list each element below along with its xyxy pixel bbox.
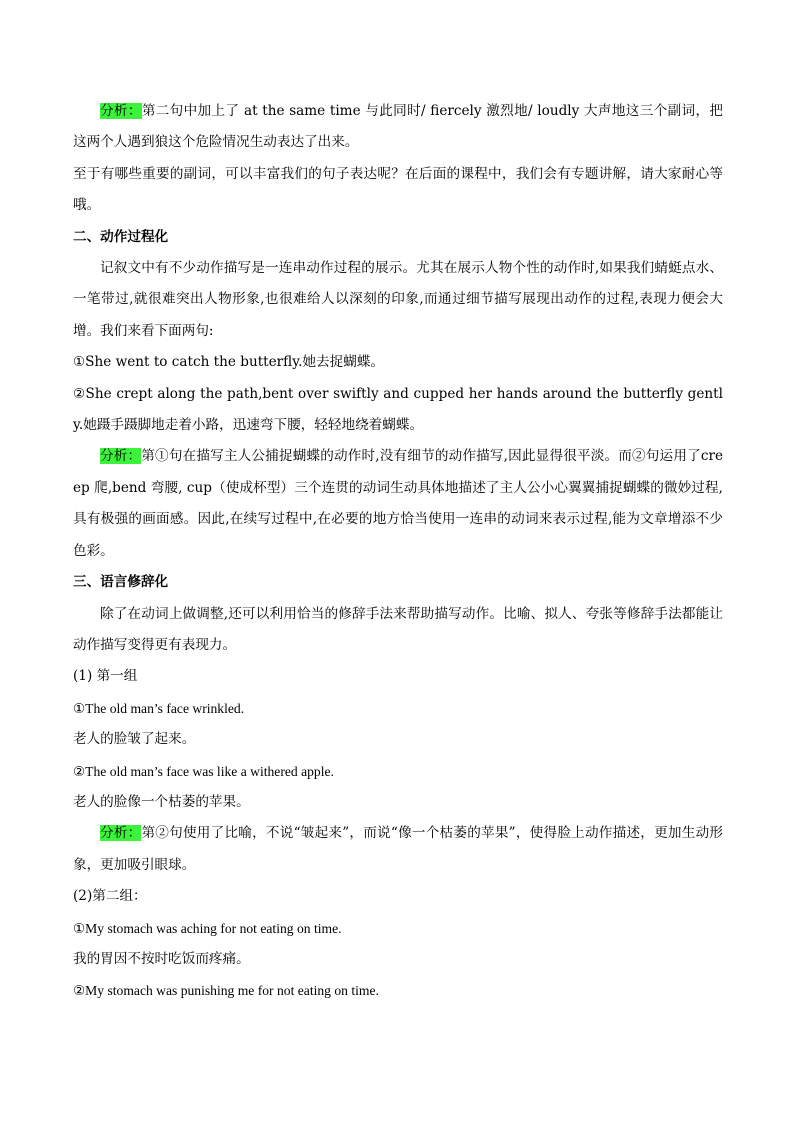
analysis-text: 第二句中加上了 at the same time 与此同时/ fiercely 激烈地/ loudly 大声地这三个副词，把这两个人遇到狼这个危险情况生动表达了出来。 xyxy=(73,103,723,151)
group-2-title: (2)第二组： xyxy=(73,888,147,905)
section-heading-rhetoric: 三、语言修辞化 xyxy=(73,574,169,591)
paragraph-rhetoric: 除了在动词上做调整,还可以利用恰当的修辞手法来帮助描写动作。比喻、拟人、夸张等修辞手法都能让动作描写变得更有表现力。 xyxy=(73,605,723,653)
example-sentence-2: ②She crept along the path,bent over swiftly and cupped her hands around the butterfly gently.她蹑手蹑脚地走着小路，迅速弯下腰，轻轻地绕着蝴蝶。 xyxy=(73,385,723,434)
group-1-english-1: ①The old man’s face wrinkled. xyxy=(73,700,245,716)
analysis-text: 第①句在描写主人公捕捉蝴蝶的动作时,没有细节的动作描写,因此显得很平淡。而②句运用了creep 爬,bend 弯腰, cup（使成杯型）三个连贯的动词生动具体地描述了主人公小心翼翼捕捉蝴蝶的微妙过程,具有极强的画面感。因此,在续写过程中,在必要的地方恰当使用一连串的动词来表示过程,能为文章增添不少色彩。 xyxy=(73,448,724,559)
analysis-paragraph-1 xyxy=(73,96,723,159)
group-1-title: (1) 第一组 xyxy=(73,668,138,685)
group-1-chinese-2: 老人的脸像一个枯萎的苹果。 xyxy=(73,793,250,810)
section-heading-action-process: 二、动作过程化 xyxy=(73,228,169,245)
paragraph-adverb-note: 至于有哪些重要的副词，可以丰富我们的句子表达呢？在后面的课程中，我们会有专题讲解，请大家耐心等哦。 xyxy=(73,165,723,214)
document-page xyxy=(73,96,723,1007)
example-sentence-1: ①She went to catch the butterfly.她去捉蝴蝶。 xyxy=(73,354,385,371)
analysis-paragraph-3 xyxy=(73,818,723,881)
group-1-english-2: ②The old man’s face was like a withered apple. xyxy=(73,763,334,779)
group-1-chinese-1: 老人的脸皱了起来。 xyxy=(73,731,196,748)
analysis-paragraph-2 xyxy=(73,441,723,567)
paragraph-action-process: 记叙文中有不少动作描写是一连串动作过程的展示。尤其在展示人物个性的动作时,如果我们蜻蜓点水、一笔带过,就很难突出人物形象,也很难给人以深刻的印象,而通过细节描写展现出动作的过程,表现力便会大增。我们来看下面两句: xyxy=(73,260,723,339)
group-2-chinese-1: 我的胃因不按时吃饭而疼痛。 xyxy=(73,950,250,967)
group-2-english-1: ①My stomach was aching for not eating on time. xyxy=(73,920,342,936)
analysis-label: 分析： xyxy=(100,103,142,119)
analysis-label: 分析： xyxy=(100,448,142,465)
group-2-english-2: ②My stomach was punishing me for not eating on time. xyxy=(73,983,379,999)
analysis-text: 第②句使用了比喻，不说“皱起来”，而说“像一个枯萎的苹果”，使得脸上动作描述，更加生动形象，更加吸引眼球。 xyxy=(73,825,724,873)
analysis-label: 分析： xyxy=(100,825,142,842)
